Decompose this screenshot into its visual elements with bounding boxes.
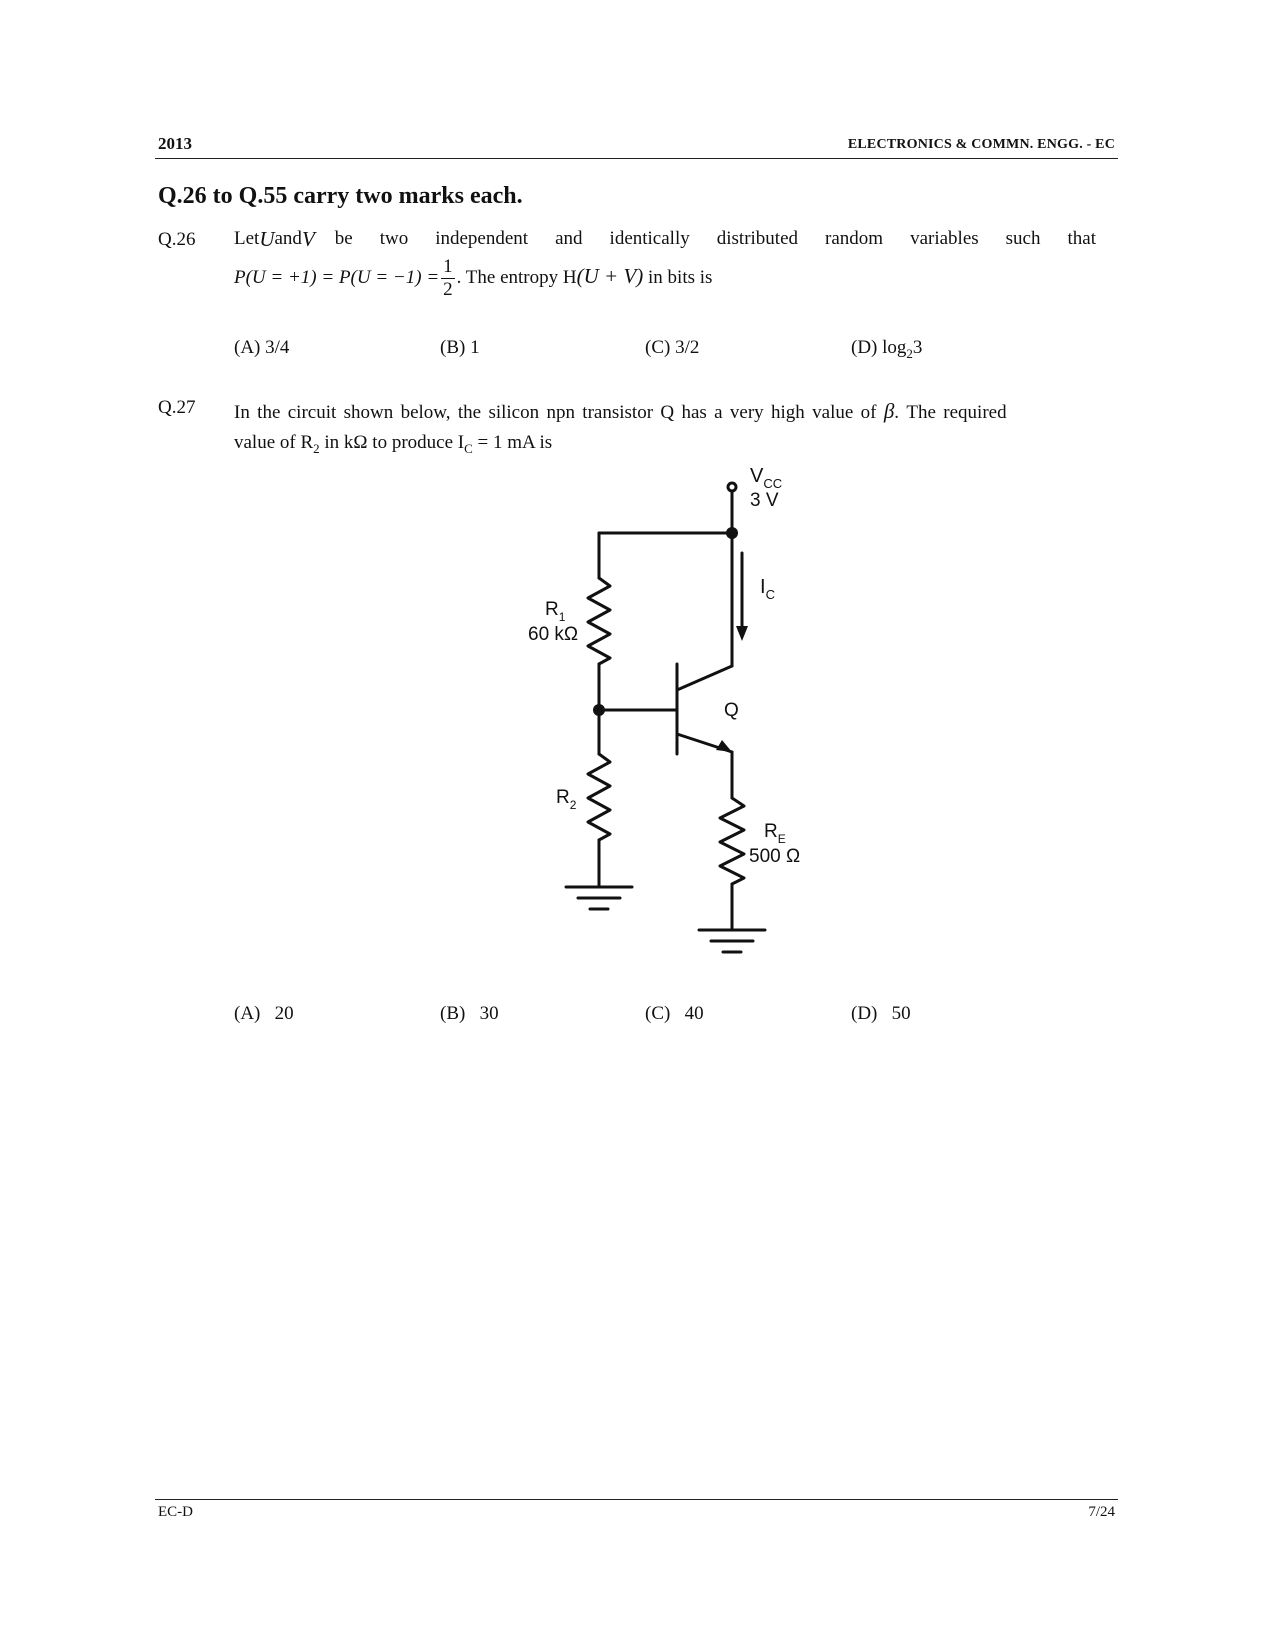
q27-line2-sub1: 2 — [313, 440, 320, 456]
q26-option-d-tail: 3 — [912, 337, 923, 358]
transistor-collector — [677, 666, 732, 690]
emitter-arrow-head — [716, 740, 732, 752]
footer-paper-code: EC-D — [158, 1504, 193, 1520]
q26-rest1: be two independent and identically distributed random variables such that — [334, 228, 1096, 249]
q27-option-b[interactable]: (B) 30 — [440, 1003, 499, 1024]
q26-option-d-label: (D) log — [851, 337, 907, 358]
q26-and: and — [274, 228, 302, 249]
r2-label: $R_2$ — [556, 787, 577, 812]
q26-option-a[interactable]: (A) 3/4 — [234, 337, 290, 358]
top-node-dot — [726, 527, 738, 539]
transistor-q-label: Q — [724, 700, 739, 721]
r1-resistor — [588, 578, 610, 664]
q27-line2-sub2: C — [464, 440, 473, 456]
question-number-27: Q.27 — [158, 397, 196, 418]
q26-frac-den: 2 — [443, 279, 453, 300]
re-label: $R_E$ — [764, 821, 786, 846]
re-resistor — [720, 798, 744, 884]
q27-line2-c: = 1 mA is — [472, 432, 553, 453]
section-title: Q.26 to Q.55 carry two marks each. — [158, 183, 523, 209]
vcc-value: 3 V — [750, 490, 779, 511]
q26-var-v: V — [301, 227, 315, 251]
footer-divider — [155, 1499, 1118, 1500]
q26-rest2: . The entropy H — [456, 266, 577, 288]
q27-line2-b: in kΩ to produce I — [319, 432, 465, 453]
q26-option-b[interactable]: (B) 1 — [440, 337, 480, 358]
r1-value: 60 kΩ — [528, 624, 579, 645]
q26-entropy-arg: (U + V) — [576, 263, 644, 288]
q26-rest3: in bits is — [648, 266, 713, 288]
vcc-label: $V_{CC}$ — [750, 465, 783, 491]
q26-option-d-sub: 2 — [906, 345, 913, 361]
re-value: 500 Ω — [749, 846, 801, 867]
q27-option-d[interactable]: (D) 50 — [851, 1003, 911, 1024]
q27-line2-a: value of R — [234, 432, 314, 453]
q26-frac-num: 1 — [443, 256, 453, 277]
ic-label: $I_C$ — [760, 576, 775, 602]
footer-page-number: 7/24 — [1088, 1504, 1115, 1520]
r2-resistor — [588, 754, 610, 840]
q26-option-c[interactable]: (C) 3/2 — [645, 337, 700, 358]
q26-let: Let — [234, 228, 260, 249]
header-title: ELECTRONICS & COMMN. ENGG. - EC — [847, 137, 1115, 152]
base-node-dot — [593, 704, 605, 716]
r1-label: $R_1$ — [545, 599, 566, 624]
q26-prob-expression: P(U = +1) = P(U = −1) = — [234, 266, 440, 288]
q27-option-a[interactable]: (A) 20 — [234, 1003, 294, 1024]
q26-var-u: U — [259, 227, 275, 251]
q27-option-c[interactable]: (C) 40 — [645, 1003, 704, 1024]
header-year: 2013 — [158, 134, 192, 153]
ic-arrow-head — [736, 626, 748, 641]
q27-line1-b: . The required — [894, 402, 1007, 423]
question-number-26: Q.26 — [158, 229, 196, 250]
q27-beta: β — [883, 399, 895, 423]
q27-line1-a: In the circuit shown below, the silicon npn transistor Q has a very high value of — [234, 402, 877, 423]
